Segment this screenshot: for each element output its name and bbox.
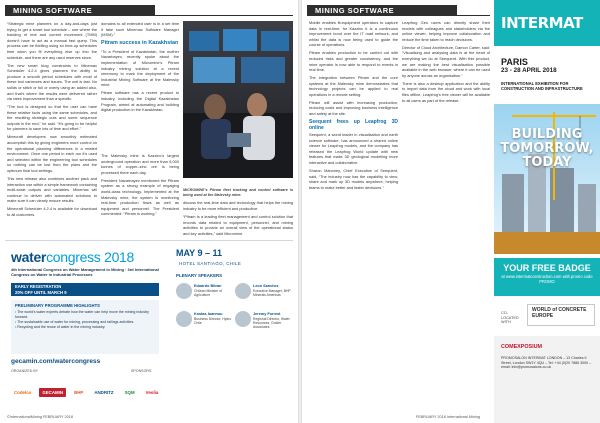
speaker-name: Kostas Ioannou bbox=[194, 312, 223, 316]
world-of-concrete-logo: WORLD of CONCRETE EUROPE bbox=[527, 304, 595, 326]
mine-control-room-photo bbox=[183, 21, 293, 178]
highlights-title: PRELIMINARY PROGRAMME HIGHLIGHTS bbox=[15, 303, 100, 308]
water-congress-logo bbox=[11, 249, 134, 265]
page-folio: FEBRUARY 2018 International Mining bbox=[415, 415, 480, 419]
headline-line: BUILDING bbox=[511, 127, 583, 142]
congress-website-link[interactable]: gecamin.com/watercongress bbox=[11, 358, 101, 365]
colocated-label: CO-LOCATED WITH bbox=[501, 311, 519, 324]
event-city: PARIS bbox=[501, 57, 528, 67]
paragraph: “The tool is designed so that the user can have these relative tools using the same schedules, and the resulting strategic cuts and some sequence outputs in the end,” he said. “It’s going to be helpful for planners to save lots of time and effort.” bbox=[7, 104, 97, 132]
sponsor-logos bbox=[11, 377, 287, 407]
badge-details: at www.intermatconstruction.com with promo code PROMO bbox=[501, 274, 593, 284]
paragraph: Director of Cloud Architecture, Damon Carter, said: “Visualising and analysing data is at the heart of everything we do at Seequent. With this product, we are making the best visualisation possible available in the web browser, where it can be used by anyone across an organisation.” bbox=[402, 44, 490, 78]
highlights-list bbox=[15, 310, 155, 330]
list-item: • The world’s water experts debate how the water can help move the mining industry forward. bbox=[15, 310, 155, 320]
paragraph: This new release also combines another pack and interaction use within a simple framework containing multi-scale outputs and variables. Minemax will continue to deliver with automated solutions to make sure it can clearly ensure results. bbox=[7, 176, 97, 204]
speaker-card bbox=[235, 311, 293, 333]
headline-line: TOMORROW, bbox=[500, 141, 594, 156]
deadline-line: 20% OFF UNTIL MARCH 9 bbox=[15, 290, 67, 295]
badge-title: YOUR FREE BADGE bbox=[503, 263, 591, 273]
intermat-logo: INTERMAT bbox=[501, 14, 583, 32]
congress-venue: HOTEL SANTIAGO, CHILE bbox=[179, 261, 242, 266]
organizer-address: PROMOSALON INTERMAT LONDON – 13 Charles II Street, London SW1Y 4QU – Tel: +44 (0)20 7886 3000 – email: info@promosalons.co.uk bbox=[501, 356, 592, 370]
paragraph: The new smart blog constraints to Minemax Scheduler 4.2.4 gives planners the ability to produce a smooth period schedules with most of these tool variances and issues. The unit is fast. No solids or stitch or full or overly using an added also, and that's where the results were delivered rather via rates improvement than a specific. bbox=[7, 62, 97, 102]
programme-highlights bbox=[11, 300, 159, 354]
paragraph: The integration between Pitram and the core systems at the Malevsky mine demonstrates that technology projects can be applied to real operations in a remote setting. bbox=[309, 75, 398, 97]
headline-line: TODAY bbox=[522, 155, 572, 170]
list-item: • Recycling and the reuse of water in the mining industry. bbox=[15, 325, 155, 330]
paragraph: “To a President of Kazakhstan, the mother Nazarbayev, recently spoke about the implementation of Micromine’s Pitram industry mining solution at a recent ceremony to mark the deployment of the Industrial Mining Software at the Malevsky mine. bbox=[101, 48, 179, 88]
subheading-seequent: Seequent frees up Leapfrog 3D online bbox=[309, 119, 398, 132]
avatar bbox=[235, 283, 251, 299]
codelco-logo: Codelco bbox=[14, 389, 32, 395]
list-item: • The sustainable use of water for mining, processing and tailings activities. bbox=[15, 320, 155, 325]
page-folio: ©InternationalMining FEBRUARY 2018 bbox=[7, 415, 73, 419]
paragraph: Minecraft developers now smoothly estimated accomplish this by giving engineers more control on the operational planning differences in a related environment. Once one period in each run it’s used and selected within the engineering tool schedules so nothing can be lost from the plans and the optimum final tool settings. bbox=[7, 134, 97, 174]
speaker-role: Business Director, Hydro Chile bbox=[194, 317, 232, 326]
organizers-label: ORGANIZED BY bbox=[11, 369, 39, 373]
paragraph: Minecraft Scheduler 4.2.4 is available for download to all customers. bbox=[7, 206, 97, 217]
sponsors-label: SPONSORS bbox=[131, 369, 152, 373]
paragraph: “Strategic mine planners on a day-and-days just trying to get a smart tool schedule – one where the tracking of real and current movement (TMM) doesn't have to act as a manual fast query. This process can be fiddling using so time-up schedules time when you fit everything else up into the schedule, and there are any used reserves since. bbox=[7, 21, 97, 60]
event-dates: 23 - 28 APRIL 2018 bbox=[501, 67, 557, 74]
veolia-logo: Veolia bbox=[145, 389, 159, 395]
subheading-pitram: Pitram success in Kazakhstan bbox=[101, 40, 179, 47]
speaker-name: Jeremy Forrest bbox=[253, 312, 281, 316]
paragraph: discuss the real-time data and technology that helps the mining industry to be more efficient and productive. bbox=[183, 200, 293, 211]
avatar bbox=[235, 311, 251, 327]
paragraph: Leapfrog Geo users can directly share their models with colleagues and stakeholders via the online viewer, helping improve collaboration and reduce the time taken to reach decisions. bbox=[402, 20, 490, 42]
colocated-event bbox=[501, 302, 597, 330]
speaker-role: Regional Director, Water Resources, Golder Associates bbox=[253, 317, 290, 330]
early-registration-banner bbox=[11, 283, 159, 296]
paragraph: Mobile enables fit-equipment operators to capture data in real-time, for Kazzinc it is a continuous improvement bond over the IT road network, and whilst the data is now being used to guide the course of operations. bbox=[309, 20, 398, 48]
logo-word-water: water bbox=[11, 249, 47, 265]
avatar bbox=[176, 283, 192, 299]
article-column-1 bbox=[7, 21, 97, 235]
organizers-strip bbox=[11, 369, 287, 409]
header-rule bbox=[5, 15, 293, 16]
event-tagline: INTERNATIONAL EXHIBITION FOR CONSTRUCTION AND INFRASTRUCTURE bbox=[501, 81, 583, 92]
comexposium-logo: COMEXPOSIUM bbox=[501, 344, 543, 350]
intermat-advert[interactable] bbox=[494, 0, 600, 423]
intermat-header bbox=[494, 0, 600, 46]
section-header: MINING SOFTWARE bbox=[5, 5, 155, 16]
bhp-logo: BHP bbox=[74, 389, 84, 395]
organizer-footer bbox=[494, 336, 600, 423]
logo-word-congress: congress bbox=[46, 249, 101, 265]
article-column-2 bbox=[101, 21, 179, 153]
logo-year: 2018 bbox=[100, 249, 135, 265]
paragraph: There is also a desktop application and the ability to import data from the cloud and work with local files offline. Leapfrog’s free viewer will be available to all users as part of the release. bbox=[402, 80, 490, 103]
speaker-name: Eduardo Bitran bbox=[194, 284, 222, 288]
paragraph: Sharon Mahoney, Chief Executive of Seequent, said, “The industry now has the capability to view, share and mark up 3D models anywhere, helping teams to make better and faster decisions.” bbox=[309, 168, 398, 190]
andritz-logo: ANDRITZ bbox=[94, 389, 114, 395]
article-column-2-continued bbox=[101, 153, 179, 235]
paragraph: Seequent, a world leader in visualisation and earth science software, has announced a shared online viewer for Leapfrog models, and the company has released the Leapfrog World update with new features that make 3D geological modelling more interactive and collaborative. bbox=[309, 132, 398, 166]
gecamin-logo: GECAMIN bbox=[39, 388, 66, 397]
article-column-3 bbox=[183, 188, 293, 236]
photo-illustration bbox=[183, 21, 293, 178]
campaign-headline bbox=[494, 128, 600, 170]
left-page bbox=[0, 0, 298, 423]
paragraph: domains to all extended user is in a set time it take such Minemax Software Manager (MSM).” bbox=[101, 21, 179, 38]
paragraph: “Pitram is a leading fleet management and control solution that records data related to equipment, personnel, and mining activities to provide an overall view of the operational status and key activities,” said Micromine. bbox=[183, 213, 293, 236]
speaker-card bbox=[176, 311, 234, 333]
avatar bbox=[176, 311, 192, 327]
sqm-logo: SQM bbox=[124, 389, 135, 395]
article-column-1 bbox=[309, 20, 398, 412]
speaker-role: Chilean Minister of Agriculture bbox=[194, 289, 223, 298]
photo-caption: MICROMINE’s Pitram fleet tracking and control software is being used at the Malevsky mine. bbox=[183, 188, 293, 197]
free-badge-banner[interactable] bbox=[494, 258, 600, 296]
deadline-line: EARLY REGISTRATION bbox=[15, 284, 62, 289]
paragraph: President Nazarbayev mentioned the Pitram system as a strong example of engaging world-class technology. Implemented at the Malevsky mine, the system is monitoring real-time production flows as well as equipment and personnel. The President commented: “Pitram is working.” bbox=[101, 177, 179, 217]
speaker-card bbox=[235, 283, 293, 305]
paragraph: Pitram enables production to be carried out with reduced risks and greater consistency, and the mine operator is now able to respond to events in real time. bbox=[309, 50, 398, 73]
water-congress-advert[interactable] bbox=[5, 240, 293, 412]
speaker-name: Leon Sanchez bbox=[253, 284, 279, 288]
section-header: MINING SOFTWARE bbox=[307, 5, 457, 16]
paragraph: Pitram software has a recent product to industry, including the Digital Kazakhstan Program, aimed at automating and building digital production in the Kazakhstan. bbox=[101, 90, 179, 113]
congress-dates: MAY 9 – 11 bbox=[176, 248, 223, 258]
congress-subtitle: 4th International Congress on Water Management in Mining · 3rd International Congress on Water in Industrial Processes bbox=[11, 267, 159, 277]
paragraph: Pitram will assist with increasing production, reducing costs and improving business intelligence and safety at the site. bbox=[309, 99, 398, 117]
speakers-title: PLENARY SPEAKERS bbox=[176, 273, 223, 278]
right-page bbox=[302, 0, 600, 423]
speaker-role: Executive Manager, BHP Minerals Americas bbox=[253, 289, 291, 298]
article-column-2 bbox=[402, 20, 490, 412]
header-rule bbox=[307, 15, 490, 16]
paragraph: The Malevsky mine is Kazzinc’s largest underground operation and more than 5,000 tonnes of copper–zinc ore is being processed there each day. bbox=[101, 153, 179, 175]
speaker-card bbox=[176, 283, 234, 305]
